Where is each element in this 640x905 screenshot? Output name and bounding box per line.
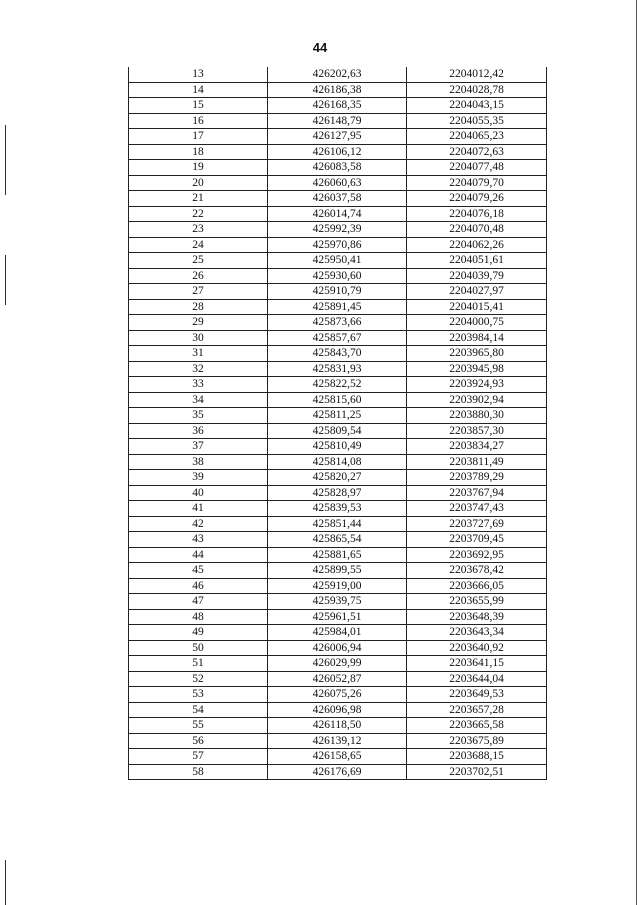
table-row <box>129 175 547 191</box>
point-number-cell: 35 <box>129 408 268 424</box>
y-coordinate-cell: 2203702,51 <box>407 764 547 780</box>
y-coordinate-cell: 2204065,23 <box>407 129 547 145</box>
y-coordinate-cell: 2203727,69 <box>407 516 547 532</box>
table-row <box>129 253 547 269</box>
y-coordinate-cell: 2204079,26 <box>407 191 547 207</box>
y-coordinate-cell: 2203648,39 <box>407 609 547 625</box>
y-coordinate-cell: 2203965,80 <box>407 346 547 362</box>
table-row <box>129 532 547 548</box>
y-coordinate-cell: 2203666,05 <box>407 578 547 594</box>
table-row <box>129 423 547 439</box>
table-row <box>129 733 547 749</box>
coordinates-table <box>128 67 547 780</box>
point-number-cell: 43 <box>129 532 268 548</box>
table-row <box>129 563 547 579</box>
y-coordinate-cell: 2203880,30 <box>407 408 547 424</box>
x-coordinate-cell: 425831,93 <box>268 361 407 377</box>
point-number-cell: 40 <box>129 485 268 501</box>
point-number-cell: 50 <box>129 640 268 656</box>
x-coordinate-cell: 425891,45 <box>268 299 407 315</box>
table-row <box>129 237 547 253</box>
x-coordinate-cell: 425843,70 <box>268 346 407 362</box>
y-coordinate-cell: 2204015,41 <box>407 299 547 315</box>
point-number-cell: 19 <box>129 160 268 176</box>
point-number-cell: 34 <box>129 392 268 408</box>
point-number-cell: 55 <box>129 718 268 734</box>
table-row <box>129 67 547 82</box>
y-coordinate-cell: 2204077,48 <box>407 160 547 176</box>
point-number-cell: 45 <box>129 563 268 579</box>
x-coordinate-cell: 425814,08 <box>268 454 407 470</box>
y-coordinate-cell: 2204028,78 <box>407 82 547 98</box>
table-row <box>129 268 547 284</box>
table-row <box>129 594 547 610</box>
table-row <box>129 470 547 486</box>
table-row <box>129 284 547 300</box>
x-coordinate-cell: 426029,99 <box>268 656 407 672</box>
y-coordinate-cell: 2204076,18 <box>407 206 547 222</box>
x-coordinate-cell: 425939,75 <box>268 594 407 610</box>
point-number-cell: 41 <box>129 501 268 517</box>
point-number-cell: 36 <box>129 423 268 439</box>
x-coordinate-cell: 426158,65 <box>268 749 407 765</box>
table-row <box>129 222 547 238</box>
point-number-cell: 37 <box>129 439 268 455</box>
y-coordinate-cell: 2203834,27 <box>407 439 547 455</box>
y-coordinate-cell: 2203678,42 <box>407 563 547 579</box>
x-coordinate-cell: 425809,54 <box>268 423 407 439</box>
x-coordinate-cell: 426139,12 <box>268 733 407 749</box>
table-row <box>129 361 547 377</box>
table-row <box>129 408 547 424</box>
y-coordinate-cell: 2203640,92 <box>407 640 547 656</box>
y-coordinate-cell: 2204079,70 <box>407 175 547 191</box>
point-number-cell: 47 <box>129 594 268 610</box>
table-row <box>129 392 547 408</box>
x-coordinate-cell: 425984,01 <box>268 625 407 641</box>
y-coordinate-cell: 2203767,94 <box>407 485 547 501</box>
y-coordinate-cell: 2203692,95 <box>407 547 547 563</box>
y-coordinate-cell: 2203945,98 <box>407 361 547 377</box>
y-coordinate-cell: 2203649,53 <box>407 687 547 703</box>
x-coordinate-cell: 425815,60 <box>268 392 407 408</box>
point-number-cell: 27 <box>129 284 268 300</box>
x-coordinate-cell: 425857,67 <box>268 330 407 346</box>
x-coordinate-cell: 426052,87 <box>268 671 407 687</box>
y-coordinate-cell: 2204039,79 <box>407 268 547 284</box>
y-coordinate-cell: 2203657,28 <box>407 702 547 718</box>
table-row <box>129 687 547 703</box>
point-number-cell: 14 <box>129 82 268 98</box>
point-number-cell: 46 <box>129 578 268 594</box>
x-coordinate-cell: 426006,94 <box>268 640 407 656</box>
x-coordinate-cell: 426106,12 <box>268 144 407 160</box>
page-number: 44 <box>312 40 328 55</box>
y-coordinate-cell: 2203675,89 <box>407 733 547 749</box>
x-coordinate-cell: 425961,51 <box>268 609 407 625</box>
point-number-cell: 44 <box>129 547 268 563</box>
y-coordinate-cell: 2204072,63 <box>407 144 547 160</box>
table-row <box>129 377 547 393</box>
x-coordinate-cell: 426096,98 <box>268 702 407 718</box>
table-row <box>129 764 547 780</box>
scan-edge-left-top <box>5 125 6 195</box>
table-row <box>129 516 547 532</box>
x-coordinate-cell: 426118,50 <box>268 718 407 734</box>
y-coordinate-cell: 2203641,15 <box>407 656 547 672</box>
point-number-cell: 48 <box>129 609 268 625</box>
point-number-cell: 22 <box>129 206 268 222</box>
table-row <box>129 82 547 98</box>
x-coordinate-cell: 425865,54 <box>268 532 407 548</box>
point-number-cell: 21 <box>129 191 268 207</box>
point-number-cell: 16 <box>129 113 268 129</box>
x-coordinate-cell: 425881,65 <box>268 547 407 563</box>
table-row <box>129 547 547 563</box>
x-coordinate-cell: 426083,58 <box>268 160 407 176</box>
x-coordinate-cell: 425820,27 <box>268 470 407 486</box>
table-row <box>129 315 547 331</box>
y-coordinate-cell: 2203789,29 <box>407 470 547 486</box>
x-coordinate-cell: 425839,53 <box>268 501 407 517</box>
y-coordinate-cell: 2204012,42 <box>407 67 547 82</box>
table-row <box>129 702 547 718</box>
x-coordinate-cell: 426127,95 <box>268 129 407 145</box>
y-coordinate-cell: 2204027,97 <box>407 284 547 300</box>
point-number-cell: 30 <box>129 330 268 346</box>
point-number-cell: 17 <box>129 129 268 145</box>
x-coordinate-cell: 426060,63 <box>268 175 407 191</box>
table-row <box>129 485 547 501</box>
x-coordinate-cell: 425811,25 <box>268 408 407 424</box>
table-row <box>129 656 547 672</box>
point-number-cell: 38 <box>129 454 268 470</box>
x-coordinate-cell: 426037,58 <box>268 191 407 207</box>
x-coordinate-cell: 425851,44 <box>268 516 407 532</box>
y-coordinate-cell: 2203811,49 <box>407 454 547 470</box>
x-coordinate-cell: 425992,39 <box>268 222 407 238</box>
x-coordinate-cell: 425950,41 <box>268 253 407 269</box>
point-number-cell: 39 <box>129 470 268 486</box>
y-coordinate-cell: 2203984,14 <box>407 330 547 346</box>
point-number-cell: 25 <box>129 253 268 269</box>
x-coordinate-cell: 425910,79 <box>268 284 407 300</box>
point-number-cell: 15 <box>129 98 268 114</box>
table-row <box>129 191 547 207</box>
point-number-cell: 29 <box>129 315 268 331</box>
table-row <box>129 749 547 765</box>
table-row <box>129 439 547 455</box>
scan-edge-left-bottom <box>5 860 6 905</box>
y-coordinate-cell: 2203665,58 <box>407 718 547 734</box>
x-coordinate-cell: 426186,38 <box>268 82 407 98</box>
x-coordinate-cell: 426176,69 <box>268 764 407 780</box>
point-number-cell: 56 <box>129 733 268 749</box>
table-row <box>129 144 547 160</box>
x-coordinate-cell: 425828,97 <box>268 485 407 501</box>
x-coordinate-cell: 425930,60 <box>268 268 407 284</box>
y-coordinate-cell: 2203902,94 <box>407 392 547 408</box>
x-coordinate-cell: 425919,00 <box>268 578 407 594</box>
table-row <box>129 609 547 625</box>
table-row <box>129 501 547 517</box>
point-number-cell: 54 <box>129 702 268 718</box>
table-row <box>129 346 547 362</box>
table-row <box>129 625 547 641</box>
x-coordinate-cell: 425822,52 <box>268 377 407 393</box>
table-row <box>129 206 547 222</box>
x-coordinate-cell: 426014,74 <box>268 206 407 222</box>
table-row <box>129 671 547 687</box>
point-number-cell: 28 <box>129 299 268 315</box>
x-coordinate-cell: 425873,66 <box>268 315 407 331</box>
table-row <box>129 299 547 315</box>
y-coordinate-cell: 2204051,61 <box>407 253 547 269</box>
y-coordinate-cell: 2203643,34 <box>407 625 547 641</box>
point-number-cell: 20 <box>129 175 268 191</box>
table-row <box>129 160 547 176</box>
y-coordinate-cell: 2203655,99 <box>407 594 547 610</box>
scan-edge-left-mid <box>5 255 6 305</box>
table-row <box>129 113 547 129</box>
point-number-cell: 33 <box>129 377 268 393</box>
point-number-cell: 31 <box>129 346 268 362</box>
point-number-cell: 52 <box>129 671 268 687</box>
x-coordinate-cell: 425970,86 <box>268 237 407 253</box>
y-coordinate-cell: 2204000,75 <box>407 315 547 331</box>
table-row <box>129 454 547 470</box>
table-row <box>129 129 547 145</box>
point-number-cell: 23 <box>129 222 268 238</box>
point-number-cell: 42 <box>129 516 268 532</box>
y-coordinate-cell: 2203644,04 <box>407 671 547 687</box>
y-coordinate-cell: 2204055,35 <box>407 113 547 129</box>
x-coordinate-cell: 425810,49 <box>268 439 407 455</box>
table-row <box>129 330 547 346</box>
table-row <box>129 98 547 114</box>
table-row <box>129 718 547 734</box>
scan-edge-right <box>636 0 637 905</box>
x-coordinate-cell: 425899,55 <box>268 563 407 579</box>
point-number-cell: 57 <box>129 749 268 765</box>
point-number-cell: 51 <box>129 656 268 672</box>
point-number-cell: 32 <box>129 361 268 377</box>
table-row <box>129 578 547 594</box>
x-coordinate-cell: 426168,35 <box>268 98 407 114</box>
point-number-cell: 58 <box>129 764 268 780</box>
y-coordinate-cell: 2203857,30 <box>407 423 547 439</box>
x-coordinate-cell: 426148,79 <box>268 113 407 129</box>
point-number-cell: 26 <box>129 268 268 284</box>
y-coordinate-cell: 2204070,48 <box>407 222 547 238</box>
x-coordinate-cell: 426075,26 <box>268 687 407 703</box>
y-coordinate-cell: 2203709,45 <box>407 532 547 548</box>
x-coordinate-cell: 426202,63 <box>268 67 407 82</box>
y-coordinate-cell: 2203924,93 <box>407 377 547 393</box>
y-coordinate-cell: 2203688,15 <box>407 749 547 765</box>
table-row <box>129 640 547 656</box>
point-number-cell: 13 <box>129 67 268 82</box>
point-number-cell: 53 <box>129 687 268 703</box>
coordinates-table-body <box>129 67 547 780</box>
y-coordinate-cell: 2204043,15 <box>407 98 547 114</box>
y-coordinate-cell: 2204062,26 <box>407 237 547 253</box>
y-coordinate-cell: 2203747,43 <box>407 501 547 517</box>
point-number-cell: 49 <box>129 625 268 641</box>
point-number-cell: 18 <box>129 144 268 160</box>
point-number-cell: 24 <box>129 237 268 253</box>
